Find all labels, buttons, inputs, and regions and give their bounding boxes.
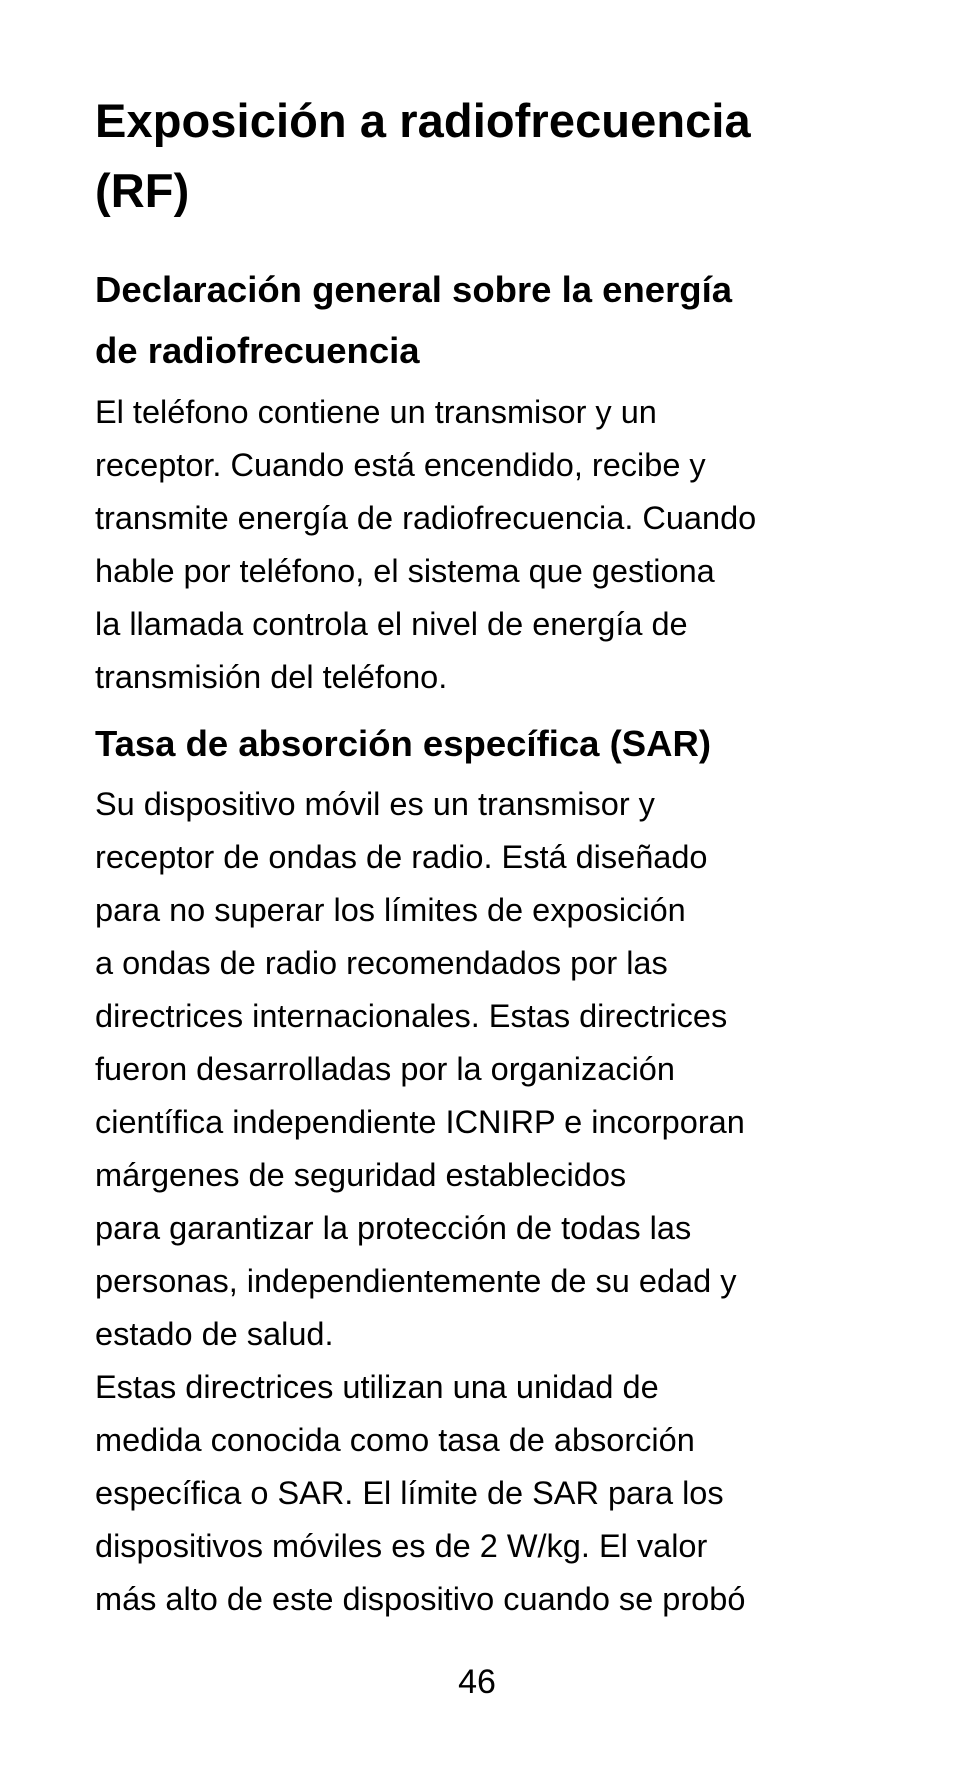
- paragraph-line: más alto de este dispositivo cuando se probó: [95, 1581, 746, 1617]
- section-heading-line: de radiofrecuencia: [95, 330, 420, 371]
- page-title-line: Exposición a radiofrecuencia: [95, 94, 751, 147]
- paragraph-sar-limits: [95, 778, 875, 1361]
- paragraph-line: a ondas de radio recomendados por las: [95, 945, 668, 981]
- section-heading-line: Declaración general sobre la energía: [95, 269, 733, 310]
- paragraph-line: científica independiente ICNIRP e incorporan: [95, 1104, 745, 1140]
- section-heading-line: Tasa de absorción específica (SAR): [95, 723, 711, 764]
- paragraph-line: transmisión del teléfono.: [95, 659, 448, 695]
- paragraph-line: para no superar los límites de exposición: [95, 892, 686, 928]
- paragraph-general-statement: [95, 386, 875, 704]
- section-heading-general-statement: [95, 259, 875, 381]
- section-heading-sar: [95, 713, 875, 774]
- paragraph-line: hable por teléfono, el sistema que gestiona: [95, 553, 715, 589]
- paragraph-line: Su dispositivo móvil es un transmisor y: [95, 786, 655, 822]
- page-number: 46: [458, 1663, 496, 1701]
- paragraph-line: dispositivos móviles es de 2 W/kg. El valor: [95, 1528, 708, 1564]
- paragraph-line: Estas directrices utilizan una unidad de: [95, 1369, 659, 1405]
- paragraph-line: transmite energía de radiofrecuencia. Cuando: [95, 500, 757, 536]
- paragraph-line: específica o SAR. El límite de SAR para los: [95, 1475, 724, 1511]
- paragraph-line: la llamada controla el nivel de energía de: [95, 606, 688, 642]
- paragraph-line: personas, independientemente de su edad y: [95, 1263, 737, 1299]
- paragraph-line: directrices internacionales. Estas directrices: [95, 998, 728, 1034]
- paragraph-line: receptor. Cuando está encendido, recibe y: [95, 447, 706, 483]
- page-title: [95, 86, 875, 226]
- paragraph-line: fueron desarrolladas por la organización: [95, 1051, 675, 1087]
- paragraph-line: márgenes de seguridad establecidos: [95, 1157, 627, 1193]
- paragraph-line: receptor de ondas de radio. Está diseñado: [95, 839, 708, 875]
- paragraph-line: estado de salud.: [95, 1316, 334, 1352]
- document-page: [95, 86, 875, 1626]
- paragraph-sar-unit: [95, 1361, 875, 1626]
- paragraph-line: medida conocida como tasa de absorción: [95, 1422, 695, 1458]
- paragraph-line: para garantizar la protección de todas las: [95, 1210, 692, 1246]
- page-title-line: (RF): [95, 164, 190, 217]
- paragraph-line: El teléfono contiene un transmisor y un: [95, 394, 657, 430]
